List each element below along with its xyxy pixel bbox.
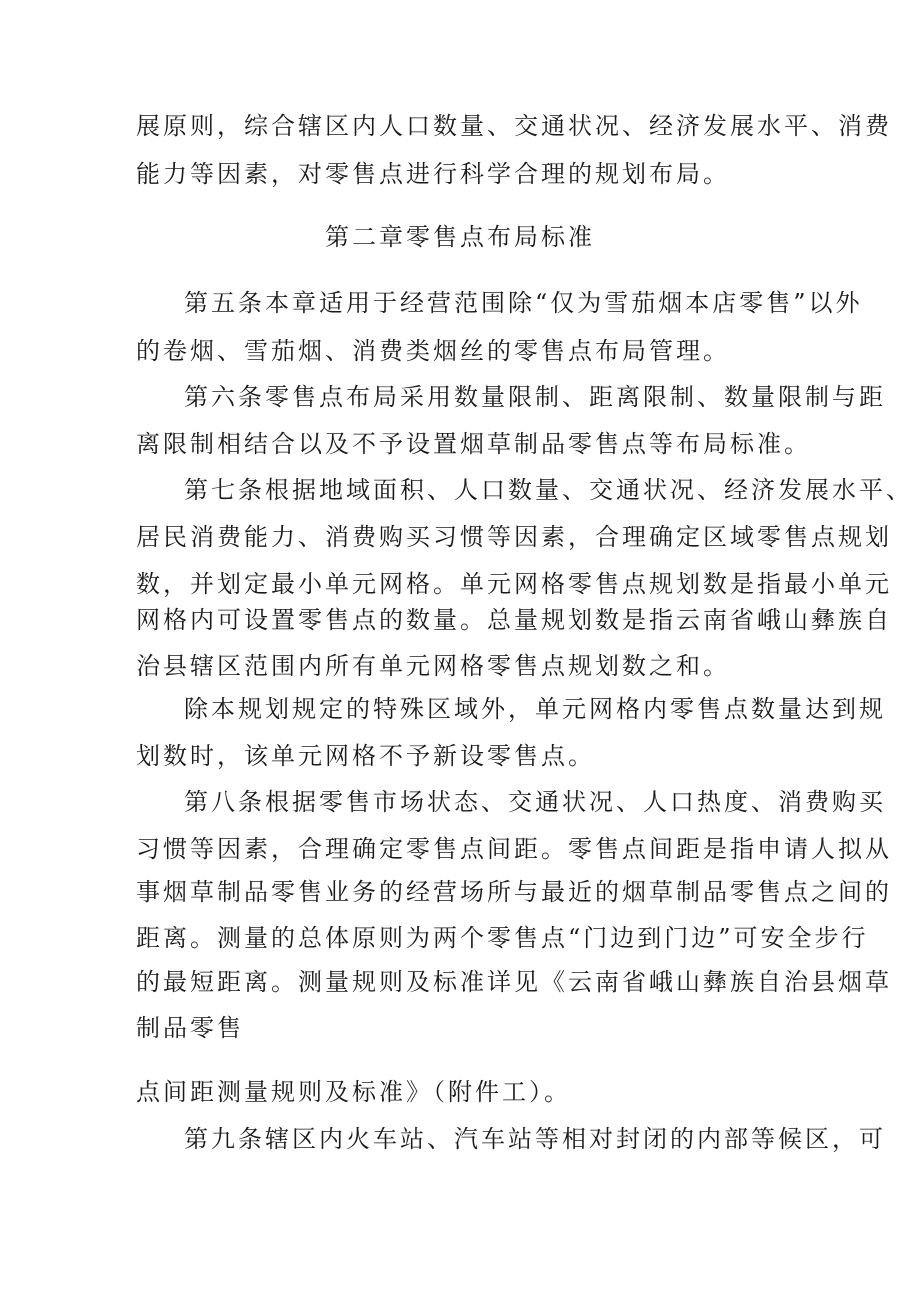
article-6-line-2: 离限制相结合以及不予设置烟草制品零售点等布局标准。 <box>136 430 811 458</box>
article-8-line-1: 第八条根据零售市场状态、交通状况、人口热度、消费购买 <box>184 788 886 816</box>
intro-line-2: 能力等因素，对零售点进行科学合理的规划布局。 <box>136 160 730 188</box>
article-8-line-5: 的最短距离。测量规则及标准详见《云南省峨山彝族自治县烟草 <box>136 968 892 996</box>
article-9-line-1: 第九条辖区内火车站、汽车站等相对封闭的内部等候区，可 <box>184 1125 886 1153</box>
article-8-line-3: 事烟草制品零售业务的经营场所与最近的烟草制品零售点之间的 <box>136 878 892 906</box>
article-8-line-4: 距离。测量的总体原则为两个零售点“门边到门边”可安全步行 <box>136 924 869 952</box>
intro-line-1: 展原则，综合辖区内人口数量、交通状况、经济发展水平、消费 <box>136 112 892 140</box>
article-6-line-1: 第六条零售点布局采用数量限制、距离限制、数量限制与距 <box>184 383 886 411</box>
article-7-line-4: 网格内可设置零售点的数量。总量规划数是指云南省峨山彝族自 <box>136 606 892 634</box>
article-5-line-2: 的卷烟、雪茄烟、消费类烟丝的零售点布局管理。 <box>136 337 730 365</box>
article-7-line-5: 治县辖区范围内所有单元网格零售点规划数之和。 <box>136 652 730 680</box>
article-8-line-2: 习惯等因素，合理确定零售点间距。零售点间距是指申请人拟从 <box>136 835 892 863</box>
exception-line-2: 划数时，该单元网格不予新设零售点。 <box>136 742 595 770</box>
article-7-line-1: 第七条根据地域面积、人口数量、交通状况、经济发展水平、 <box>184 476 913 504</box>
article-8-continued: 点间距测量规则及标准》（附件工）。 <box>136 1078 571 1106</box>
article-7-line-3: 数，并划定最小单元网格。单元网格零售点规划数是指最小单元 <box>136 570 892 598</box>
chapter-title: 第二章零售点布局标准 <box>325 223 595 251</box>
article-8-line-6: 制品零售 <box>136 1014 244 1042</box>
article-5-line-1: 第五条本章适用于经营范围除“仅为雪茄烟本店零售”以外 <box>184 289 863 317</box>
article-7-line-2: 居民消费能力、消费购买习惯等因素，合理确定区域零售点规划 <box>136 523 892 551</box>
exception-line-1: 除本规划规定的特殊区域外，单元网格内零售点数量达到规 <box>184 695 886 723</box>
